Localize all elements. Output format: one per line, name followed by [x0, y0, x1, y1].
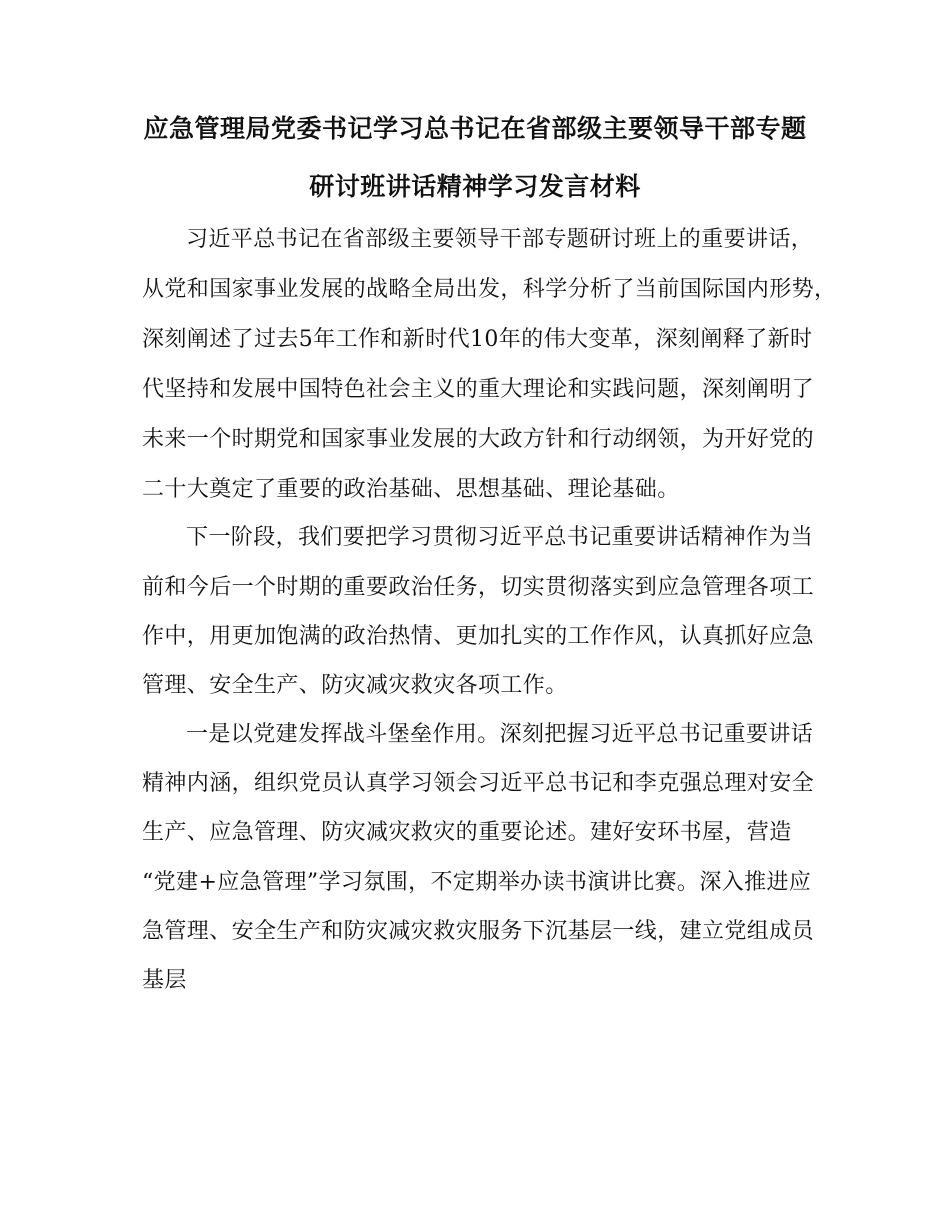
paragraph-2-line-3: 作中，用更加饱满的政治热情、更加扎实的工作作风，认真抓好应急 [142, 624, 815, 649]
paragraph-3-line-2: 精神内涵，组织党员认真学习领会习近平总书记和李克强总理对安全 [142, 771, 815, 796]
paragraph-2-line-2: 前和今后一个时期的重要政治任务，切实贯彻落实到应急管理各项工 [142, 575, 815, 600]
document-title-line-1: 应急管理局党委书记学习总书记在省部级主要领导干部专题 [143, 114, 807, 143]
paragraph-1-line-6: 二十大奠定了重要的政治基础、思想基础、理论基础。 [142, 477, 680, 502]
paragraph-3-line-1: 一是以党建发挥战斗堡垒作用。深刻把握习近平总书记重要讲话 [186, 722, 814, 747]
document-body [142, 0, 837, 1230]
document-title-line-2: 研讨班讲话精神学习发言材料 [309, 172, 641, 201]
paragraph-1-line-2: 从党和国家事业发展的战略全局出发，科学分析了当前国际国内形势， [142, 277, 837, 302]
paragraph-3-line-4: “党建+应急管理”学习氛围，不定期举办读书演讲比赛。深入推进应 [142, 870, 812, 895]
paragraph-3-line-3: 生产、应急管理、防灾减灾救灾的重要论述。建好安环书屋，营造 [142, 820, 792, 845]
paragraph-2-line-4: 管理、安全生产、防灾减灾救灾各项工作。 [142, 673, 568, 698]
paragraph-1-line-1: 习近平总书记在省部级主要领导干部专题研讨班上的重要讲话， [186, 227, 814, 252]
paragraph-3-line-6: 基层 [142, 968, 187, 993]
paragraph-1-line-4: 代坚持和发展中国特色社会主义的重大理论和实践问题，深刻阐明了 [142, 377, 815, 402]
paragraph-1-line-5: 未来一个时期党和国家事业发展的大政方针和行动纲领，为开好党的 [142, 427, 815, 452]
paragraph-3-line-5: 急管理、安全生产和防灾减灾救灾服务下沉基层一线，建立党组成员 [142, 919, 815, 944]
paragraph-1-line-3: 深刻阐述了过去5年工作和新时代10年的伟大变革，深刻阐释了新时 [142, 327, 813, 352]
paragraph-2-line-1: 下一阶段，我们要把学习贯彻习近平总书记重要讲话精神作为当 [186, 525, 814, 550]
